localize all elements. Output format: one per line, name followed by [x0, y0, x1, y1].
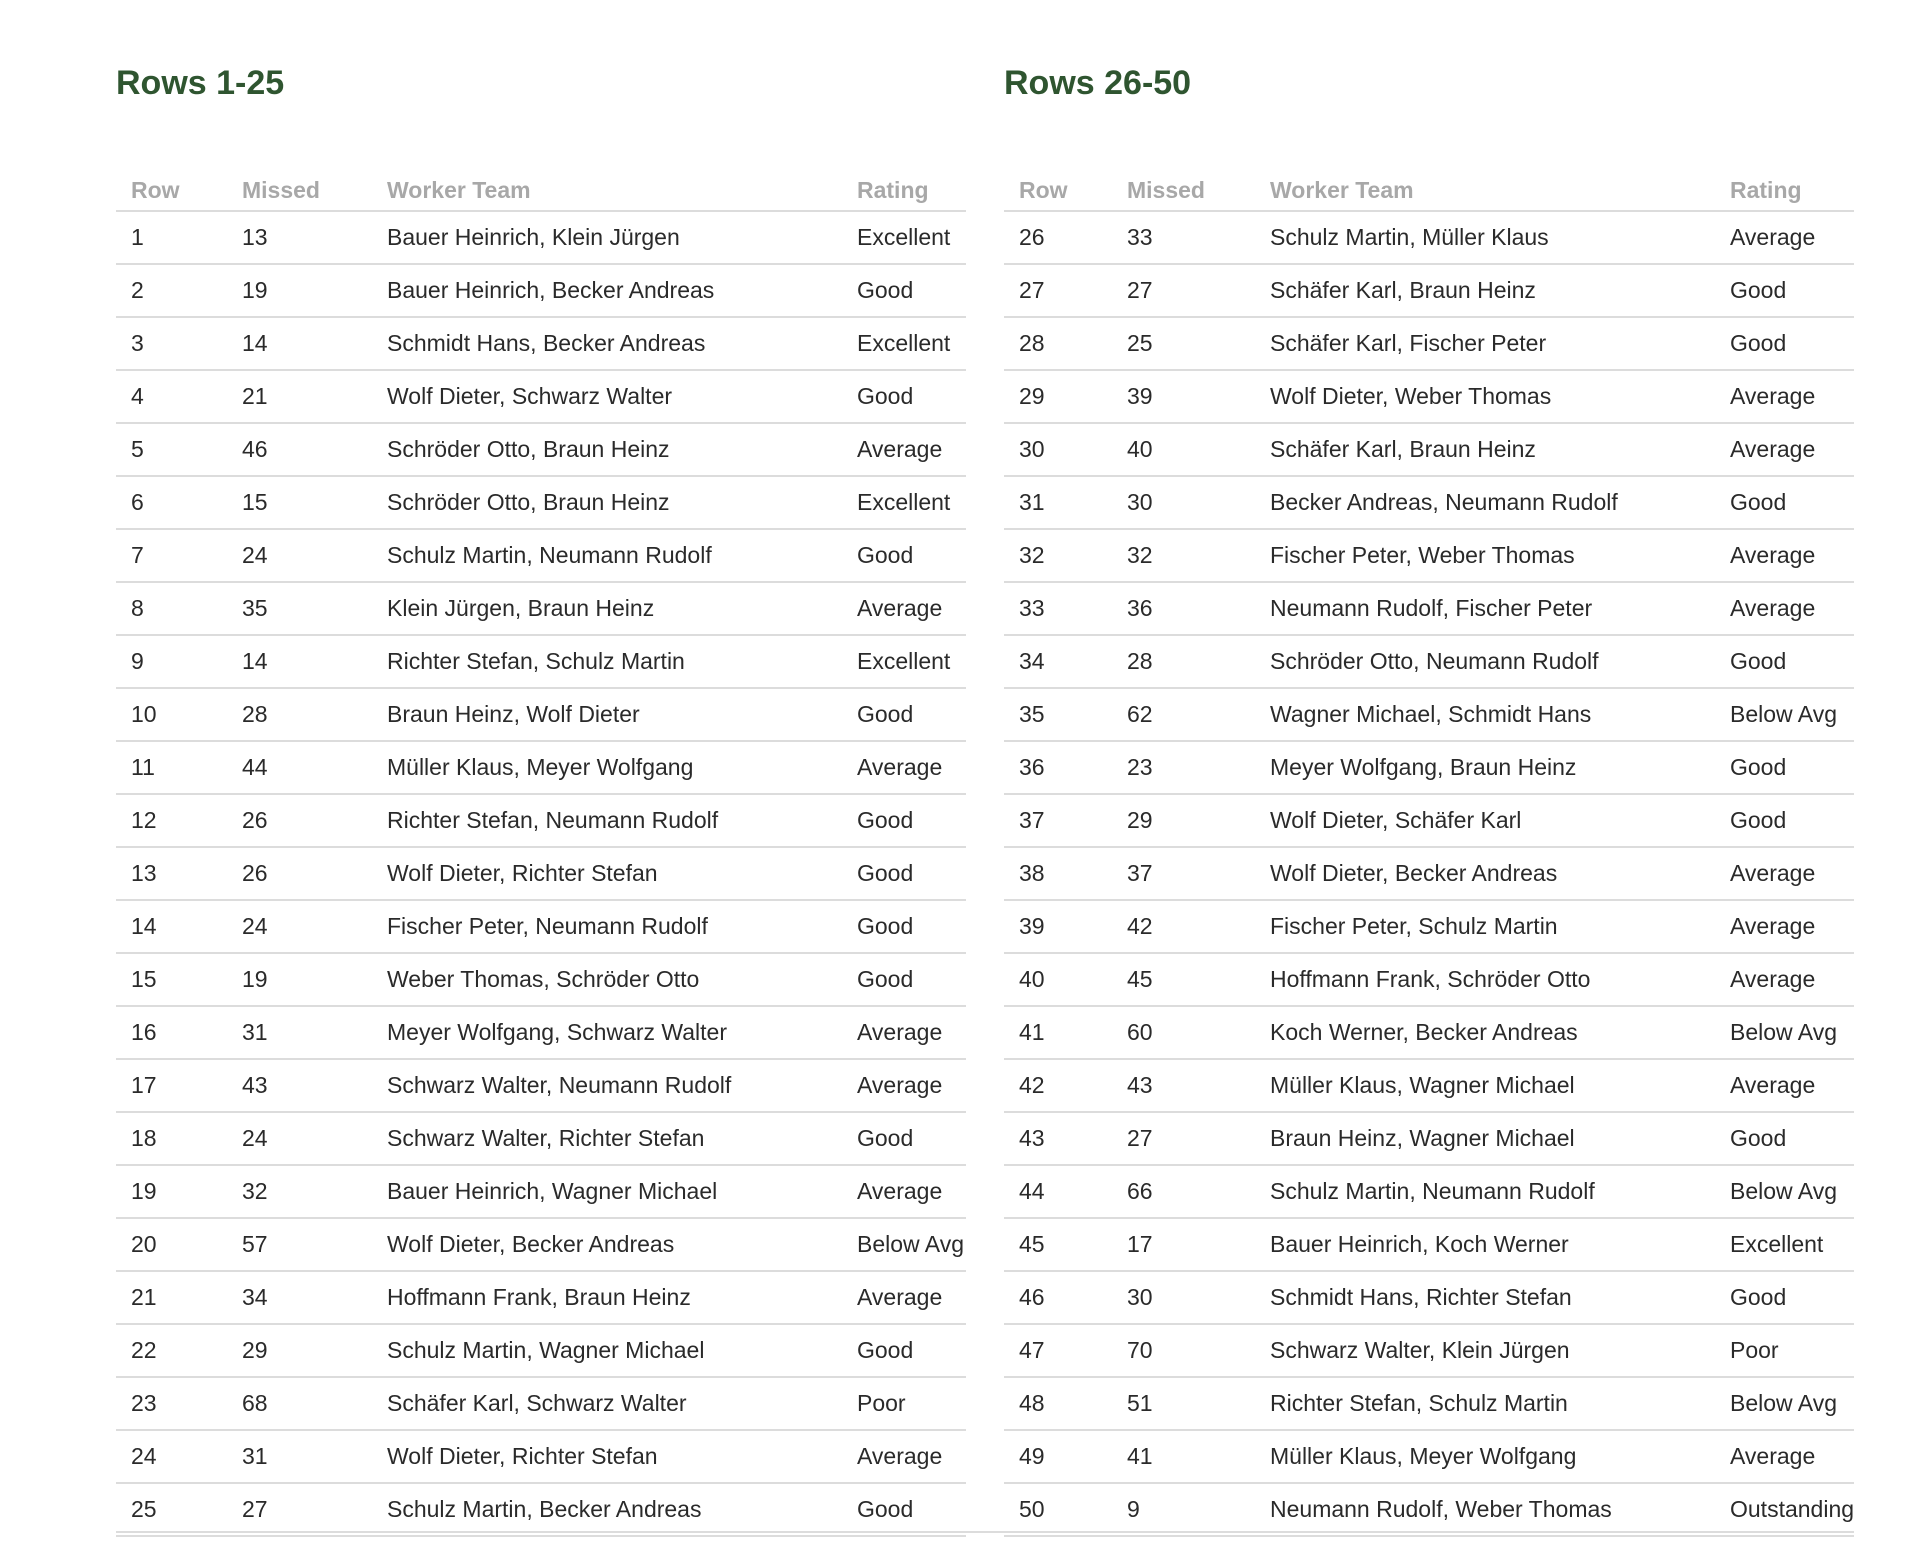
cell-missed: 19 [227, 264, 372, 317]
cell-missed: 51 [1112, 1377, 1255, 1430]
cell-worker-team: Fischer Peter, Weber Thomas [1255, 529, 1715, 582]
cell-worker-team: Schröder Otto, Braun Heinz [372, 423, 842, 476]
cell-row: 29 [1004, 370, 1112, 423]
table-row [116, 317, 966, 370]
table-row [1004, 1430, 1854, 1483]
cell-row: 33 [1004, 582, 1112, 635]
workers-table-26-50 [1004, 170, 1854, 1537]
right-section [1004, 56, 1854, 1537]
cell-worker-team: Schulz Martin, Becker Andreas [372, 1483, 842, 1536]
cell-row: 3 [116, 317, 227, 370]
cell-worker-team: Wolf Dieter, Becker Andreas [1255, 847, 1715, 900]
table-row [1004, 1059, 1854, 1112]
cell-row: 27 [1004, 264, 1112, 317]
cell-worker-team: Bauer Heinrich, Koch Werner [1255, 1218, 1715, 1271]
cell-row: 21 [116, 1271, 227, 1324]
workers-table-1-25 [116, 170, 966, 1537]
cell-missed: 27 [1112, 1112, 1255, 1165]
cell-missed: 28 [227, 688, 372, 741]
cell-row: 26 [1004, 211, 1112, 264]
cell-worker-team: Richter Stefan, Schulz Martin [372, 635, 842, 688]
cell-row: 50 [1004, 1483, 1112, 1536]
cell-missed: 19 [227, 953, 372, 1006]
cell-rating: Excellent [1715, 1218, 1854, 1271]
table-header-row [1004, 170, 1854, 211]
table-row [116, 900, 966, 953]
cell-worker-team: Schäfer Karl, Braun Heinz [1255, 264, 1715, 317]
header-missed: Missed [227, 170, 372, 211]
cell-missed: 43 [1112, 1059, 1255, 1112]
table-row [116, 635, 966, 688]
left-section [116, 56, 966, 1537]
table-row [116, 953, 966, 1006]
cell-missed: 40 [1112, 423, 1255, 476]
cell-worker-team: Müller Klaus, Meyer Wolfgang [1255, 1430, 1715, 1483]
cell-worker-team: Wolf Dieter, Schäfer Karl [1255, 794, 1715, 847]
table-row [1004, 1112, 1854, 1165]
cell-row: 25 [116, 1483, 227, 1536]
cell-worker-team: Neumann Rudolf, Fischer Peter [1255, 582, 1715, 635]
cell-missed: 24 [227, 900, 372, 953]
cell-row: 14 [116, 900, 227, 953]
cell-worker-team: Schmidt Hans, Becker Andreas [372, 317, 842, 370]
cell-row: 48 [1004, 1377, 1112, 1430]
cell-row: 24 [116, 1430, 227, 1483]
table-row [1004, 688, 1854, 741]
table-row [116, 741, 966, 794]
table-row [1004, 317, 1854, 370]
cell-rating: Good [842, 847, 966, 900]
cell-missed: 14 [227, 317, 372, 370]
cell-worker-team: Schäfer Karl, Fischer Peter [1255, 317, 1715, 370]
table-row [1004, 529, 1854, 582]
cell-rating: Good [1715, 635, 1854, 688]
table-row [1004, 1218, 1854, 1271]
cell-rating: Excellent [842, 211, 966, 264]
table-row [1004, 1483, 1854, 1536]
cell-worker-team: Klein Jürgen, Braun Heinz [372, 582, 842, 635]
table-row [116, 1271, 966, 1324]
cell-row: 36 [1004, 741, 1112, 794]
header-row: Row [1004, 170, 1112, 211]
cell-rating: Average [1715, 582, 1854, 635]
table-row [116, 264, 966, 317]
cell-rating: Average [842, 1271, 966, 1324]
cell-row: 13 [116, 847, 227, 900]
cell-rating: Below Avg [842, 1218, 966, 1271]
cell-rating: Good [842, 900, 966, 953]
cell-row: 8 [116, 582, 227, 635]
cell-missed: 33 [1112, 211, 1255, 264]
cell-row: 16 [116, 1006, 227, 1059]
header-missed: Missed [1112, 170, 1255, 211]
cell-worker-team: Schulz Martin, Wagner Michael [372, 1324, 842, 1377]
cell-row: 40 [1004, 953, 1112, 1006]
cell-rating: Average [842, 1430, 966, 1483]
cell-row: 42 [1004, 1059, 1112, 1112]
cell-rating: Good [842, 794, 966, 847]
cell-row: 32 [1004, 529, 1112, 582]
cell-rating: Good [1715, 794, 1854, 847]
cell-missed: 35 [227, 582, 372, 635]
cell-rating: Average [842, 582, 966, 635]
cell-missed: 60 [1112, 1006, 1255, 1059]
cell-row: 39 [1004, 900, 1112, 953]
cell-row: 12 [116, 794, 227, 847]
cell-row: 23 [116, 1377, 227, 1430]
cell-row: 35 [1004, 688, 1112, 741]
cell-worker-team: Schröder Otto, Neumann Rudolf [1255, 635, 1715, 688]
table-row [1004, 370, 1854, 423]
cell-row: 4 [116, 370, 227, 423]
table-row [116, 211, 966, 264]
cell-worker-team: Richter Stefan, Neumann Rudolf [372, 794, 842, 847]
table-row [1004, 1377, 1854, 1430]
cell-rating: Good [842, 953, 966, 1006]
table-row [1004, 953, 1854, 1006]
table-body [1004, 211, 1854, 1536]
cell-worker-team: Hoffmann Frank, Schröder Otto [1255, 953, 1715, 1006]
cell-worker-team: Weber Thomas, Schröder Otto [372, 953, 842, 1006]
cell-missed: 15 [227, 476, 372, 529]
cell-missed: 24 [227, 529, 372, 582]
cell-worker-team: Meyer Wolfgang, Schwarz Walter [372, 1006, 842, 1059]
cell-missed: 21 [227, 370, 372, 423]
cell-rating: Average [1715, 847, 1854, 900]
cell-worker-team: Wolf Dieter, Schwarz Walter [372, 370, 842, 423]
cell-worker-team: Schwarz Walter, Neumann Rudolf [372, 1059, 842, 1112]
cell-missed: 24 [227, 1112, 372, 1165]
table-row [116, 1324, 966, 1377]
table-row [116, 1377, 966, 1430]
cell-rating: Average [842, 423, 966, 476]
cell-rating: Good [842, 1324, 966, 1377]
cell-worker-team: Schulz Martin, Neumann Rudolf [372, 529, 842, 582]
table-row [116, 688, 966, 741]
cell-missed: 36 [1112, 582, 1255, 635]
cell-worker-team: Wagner Michael, Schmidt Hans [1255, 688, 1715, 741]
cell-row: 9 [116, 635, 227, 688]
cell-missed: 26 [227, 847, 372, 900]
section-title-rows-1-25: Rows 1-25 [116, 64, 285, 102]
cell-worker-team: Fischer Peter, Schulz Martin [1255, 900, 1715, 953]
cell-rating: Good [1715, 741, 1854, 794]
cell-missed: 68 [227, 1377, 372, 1430]
cell-row: 37 [1004, 794, 1112, 847]
cell-worker-team: Schwarz Walter, Klein Jürgen [1255, 1324, 1715, 1377]
cell-missed: 9 [1112, 1483, 1255, 1536]
cell-rating: Average [1715, 1059, 1854, 1112]
cell-row: 46 [1004, 1271, 1112, 1324]
cell-worker-team: Bauer Heinrich, Becker Andreas [372, 264, 842, 317]
cell-row: 49 [1004, 1430, 1112, 1483]
header-rating: Rating [842, 170, 966, 211]
cell-missed: 30 [1112, 1271, 1255, 1324]
table-body [116, 211, 966, 1536]
cell-worker-team: Bauer Heinrich, Wagner Michael [372, 1165, 842, 1218]
cell-missed: 27 [1112, 264, 1255, 317]
cell-row: 7 [116, 529, 227, 582]
cell-missed: 46 [227, 423, 372, 476]
cell-missed: 44 [227, 741, 372, 794]
table-row [1004, 900, 1854, 953]
cell-rating: Poor [1715, 1324, 1854, 1377]
cell-worker-team: Becker Andreas, Neumann Rudolf [1255, 476, 1715, 529]
cell-missed: 34 [227, 1271, 372, 1324]
cell-worker-team: Müller Klaus, Meyer Wolfgang [372, 741, 842, 794]
table-row [116, 423, 966, 476]
table-row [116, 1218, 966, 1271]
cell-row: 34 [1004, 635, 1112, 688]
cell-missed: 39 [1112, 370, 1255, 423]
cell-missed: 30 [1112, 476, 1255, 529]
cell-missed: 25 [1112, 317, 1255, 370]
table-row [116, 1483, 966, 1536]
cell-rating: Good [842, 264, 966, 317]
cell-worker-team: Hoffmann Frank, Braun Heinz [372, 1271, 842, 1324]
header-rating: Rating [1715, 170, 1854, 211]
cell-row: 5 [116, 423, 227, 476]
cell-worker-team: Wolf Dieter, Richter Stefan [372, 847, 842, 900]
cell-rating: Good [1715, 1271, 1854, 1324]
cell-rating: Excellent [842, 476, 966, 529]
cell-missed: 29 [227, 1324, 372, 1377]
cell-row: 18 [116, 1112, 227, 1165]
table-row [116, 1059, 966, 1112]
footer-divider [116, 1531, 1854, 1533]
cell-rating: Good [842, 688, 966, 741]
cell-missed: 32 [1112, 529, 1255, 582]
cell-worker-team: Wolf Dieter, Richter Stefan [372, 1430, 842, 1483]
cell-worker-team: Schmidt Hans, Richter Stefan [1255, 1271, 1715, 1324]
table-row [1004, 1165, 1854, 1218]
cell-worker-team: Meyer Wolfgang, Braun Heinz [1255, 741, 1715, 794]
cell-missed: 29 [1112, 794, 1255, 847]
table-row [1004, 476, 1854, 529]
table-row [116, 582, 966, 635]
cell-rating: Good [1715, 264, 1854, 317]
cell-missed: 27 [227, 1483, 372, 1536]
table-row [116, 1112, 966, 1165]
cell-missed: 70 [1112, 1324, 1255, 1377]
cell-rating: Below Avg [1715, 1006, 1854, 1059]
cell-missed: 14 [227, 635, 372, 688]
cell-missed: 31 [227, 1430, 372, 1483]
cell-worker-team: Bauer Heinrich, Klein Jürgen [372, 211, 842, 264]
cell-rating: Excellent [842, 635, 966, 688]
cell-missed: 45 [1112, 953, 1255, 1006]
table-row [116, 476, 966, 529]
cell-rating: Good [842, 370, 966, 423]
cell-rating: Average [1715, 1430, 1854, 1483]
table-row [116, 1006, 966, 1059]
cell-rating: Average [1715, 423, 1854, 476]
cell-rating: Below Avg [1715, 1165, 1854, 1218]
cell-rating: Good [842, 1483, 966, 1536]
cell-row: 15 [116, 953, 227, 1006]
cell-rating: Average [1715, 370, 1854, 423]
cell-worker-team: Richter Stefan, Schulz Martin [1255, 1377, 1715, 1430]
cell-worker-team: Koch Werner, Becker Andreas [1255, 1006, 1715, 1059]
table-row [1004, 423, 1854, 476]
cell-worker-team: Schäfer Karl, Schwarz Walter [372, 1377, 842, 1430]
cell-rating: Below Avg [1715, 1377, 1854, 1430]
cell-rating: Good [842, 529, 966, 582]
cell-rating: Good [1715, 476, 1854, 529]
table-columns [116, 56, 1854, 1537]
cell-missed: 23 [1112, 741, 1255, 794]
cell-missed: 62 [1112, 688, 1255, 741]
cell-rating: Outstanding [1715, 1483, 1854, 1536]
cell-rating: Poor [842, 1377, 966, 1430]
table-row [1004, 1271, 1854, 1324]
cell-worker-team: Müller Klaus, Wagner Michael [1255, 1059, 1715, 1112]
report-page [116, 56, 1854, 1537]
cell-missed: 41 [1112, 1430, 1255, 1483]
table-row [1004, 847, 1854, 900]
cell-missed: 42 [1112, 900, 1255, 953]
cell-row: 44 [1004, 1165, 1112, 1218]
cell-missed: 57 [227, 1218, 372, 1271]
cell-missed: 66 [1112, 1165, 1255, 1218]
cell-row: 41 [1004, 1006, 1112, 1059]
cell-rating: Good [1715, 1112, 1854, 1165]
cell-worker-team: Schulz Martin, Müller Klaus [1255, 211, 1715, 264]
cell-row: 43 [1004, 1112, 1112, 1165]
cell-rating: Excellent [842, 317, 966, 370]
cell-worker-team: Wolf Dieter, Weber Thomas [1255, 370, 1715, 423]
cell-row: 47 [1004, 1324, 1112, 1377]
cell-rating: Average [842, 1165, 966, 1218]
cell-worker-team: Fischer Peter, Neumann Rudolf [372, 900, 842, 953]
table-row [116, 847, 966, 900]
table-row [1004, 264, 1854, 317]
cell-rating: Good [1715, 317, 1854, 370]
table-row [1004, 211, 1854, 264]
cell-row: 22 [116, 1324, 227, 1377]
cell-worker-team: Schäfer Karl, Braun Heinz [1255, 423, 1715, 476]
cell-row: 30 [1004, 423, 1112, 476]
cell-rating: Average [842, 1006, 966, 1059]
table-row [1004, 794, 1854, 847]
table-row [1004, 741, 1854, 794]
cell-rating: Good [842, 1112, 966, 1165]
cell-row: 1 [116, 211, 227, 264]
table-row [116, 1430, 966, 1483]
table-row [1004, 635, 1854, 688]
cell-row: 31 [1004, 476, 1112, 529]
table-row [116, 794, 966, 847]
cell-worker-team: Wolf Dieter, Becker Andreas [372, 1218, 842, 1271]
table-header-row [116, 170, 966, 211]
cell-row: 11 [116, 741, 227, 794]
cell-row: 38 [1004, 847, 1112, 900]
cell-row: 19 [116, 1165, 227, 1218]
header-worker-team: Worker Team [372, 170, 842, 211]
cell-row: 10 [116, 688, 227, 741]
cell-worker-team: Braun Heinz, Wagner Michael [1255, 1112, 1715, 1165]
cell-worker-team: Braun Heinz, Wolf Dieter [372, 688, 842, 741]
cell-missed: 28 [1112, 635, 1255, 688]
cell-rating: Average [842, 741, 966, 794]
table-row [116, 1165, 966, 1218]
cell-worker-team: Neumann Rudolf, Weber Thomas [1255, 1483, 1715, 1536]
cell-worker-team: Schwarz Walter, Richter Stefan [372, 1112, 842, 1165]
table-row [116, 370, 966, 423]
header-row: Row [116, 170, 227, 211]
cell-missed: 32 [227, 1165, 372, 1218]
cell-rating: Average [1715, 529, 1854, 582]
cell-row: 20 [116, 1218, 227, 1271]
table-row [1004, 582, 1854, 635]
cell-worker-team: Schröder Otto, Braun Heinz [372, 476, 842, 529]
cell-row: 2 [116, 264, 227, 317]
cell-rating: Average [1715, 953, 1854, 1006]
cell-missed: 26 [227, 794, 372, 847]
table-row [1004, 1324, 1854, 1377]
cell-rating: Average [1715, 900, 1854, 953]
cell-missed: 31 [227, 1006, 372, 1059]
cell-missed: 17 [1112, 1218, 1255, 1271]
cell-row: 45 [1004, 1218, 1112, 1271]
cell-rating: Average [1715, 211, 1854, 264]
cell-row: 17 [116, 1059, 227, 1112]
cell-rating: Average [842, 1059, 966, 1112]
section-title-rows-26-50: Rows 26-50 [1004, 64, 1192, 102]
cell-worker-team: Schulz Martin, Neumann Rudolf [1255, 1165, 1715, 1218]
header-worker-team: Worker Team [1255, 170, 1715, 211]
table-row [116, 529, 966, 582]
table-row [1004, 1006, 1854, 1059]
cell-missed: 43 [227, 1059, 372, 1112]
cell-row: 6 [116, 476, 227, 529]
cell-missed: 13 [227, 211, 372, 264]
cell-rating: Below Avg [1715, 688, 1854, 741]
cell-missed: 37 [1112, 847, 1255, 900]
cell-row: 28 [1004, 317, 1112, 370]
